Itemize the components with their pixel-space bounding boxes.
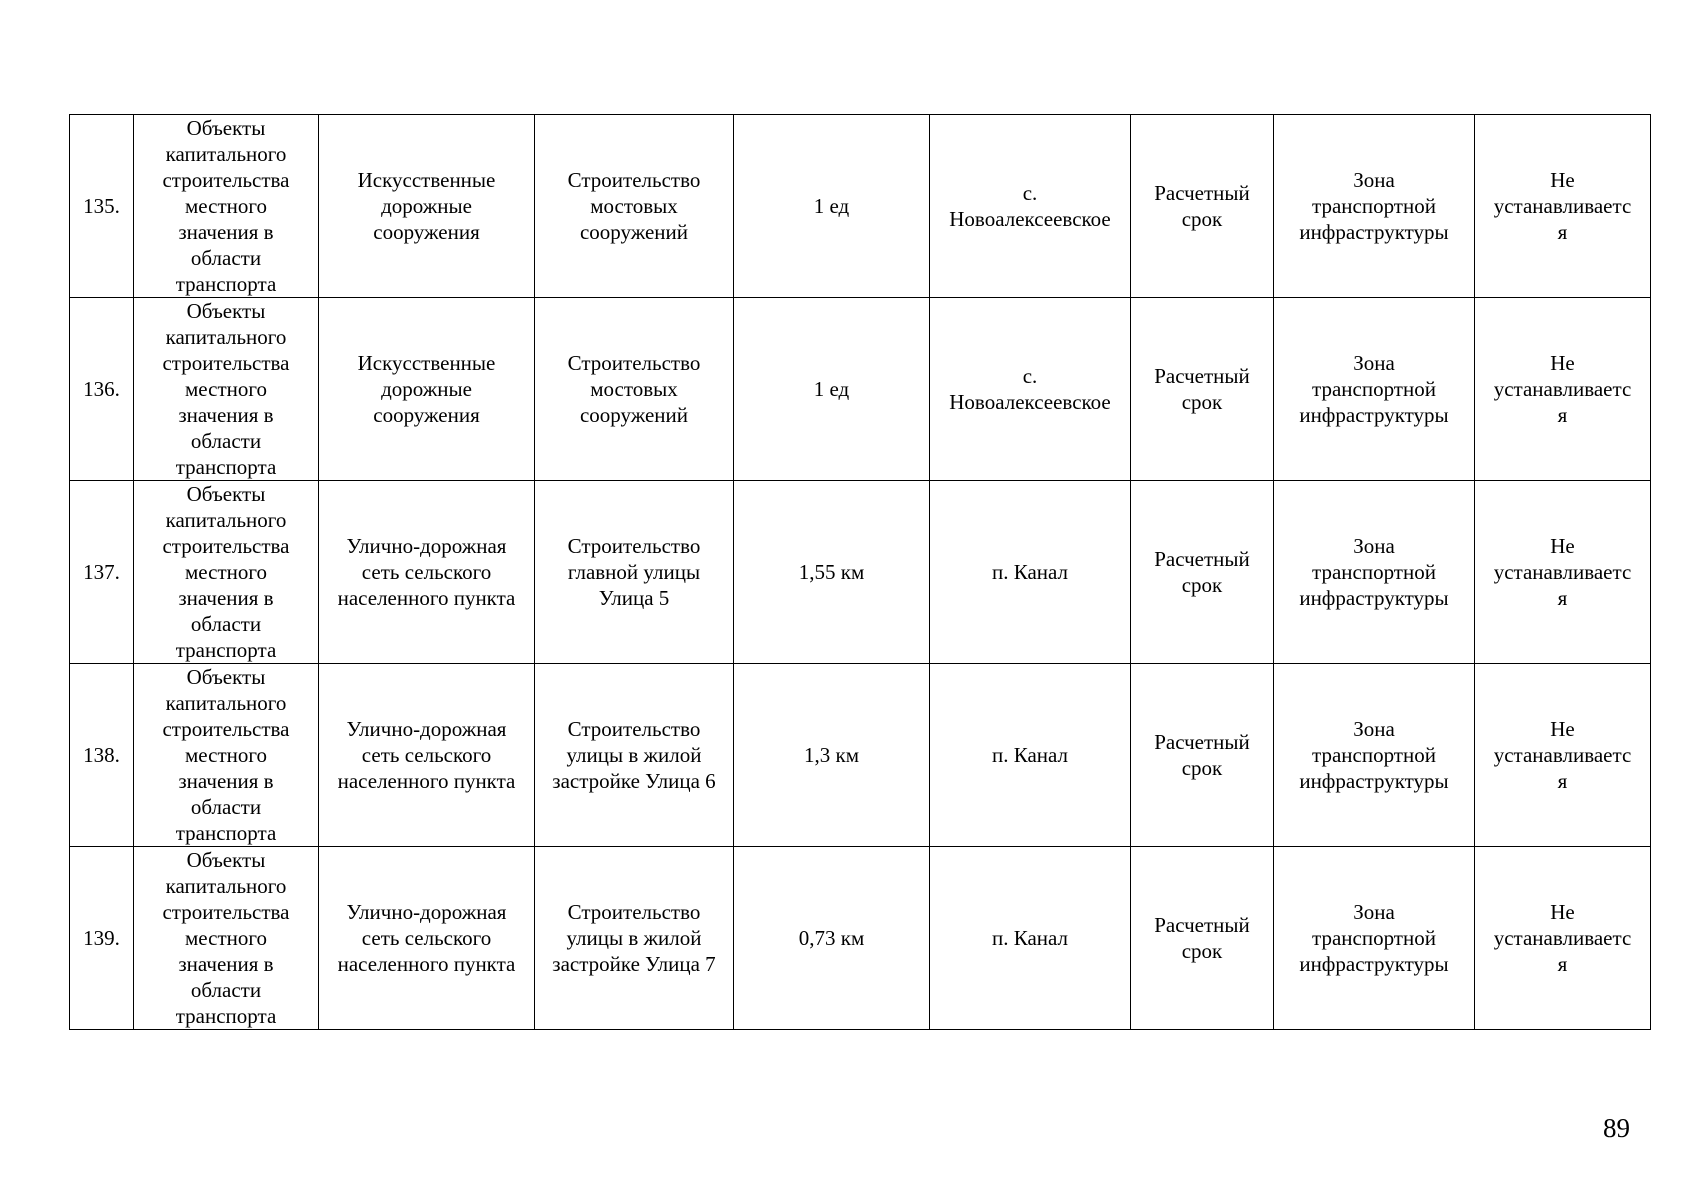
protection-zone: Не устанавливаетс я: [1493, 717, 1632, 793]
capacity: 0,73 км: [798, 926, 865, 950]
object-name-cell: [535, 115, 734, 298]
object-name: Строительство мостовых сооружений: [567, 351, 701, 427]
zone: Зона транспортной инфраструктуры: [1299, 717, 1449, 793]
object-type: Улично-дорожная сеть сельского населенного пункта: [337, 534, 516, 610]
object-type-cell: [319, 298, 535, 481]
zone-cell: [1274, 298, 1475, 481]
object-category: Объекты капитального строительства местного значения в области транспорта: [162, 848, 290, 1028]
row-number: 137.: [83, 560, 120, 584]
row-number-cell: [70, 847, 134, 1030]
location: п. Канал: [991, 560, 1068, 584]
term: Расчетный срок: [1154, 730, 1250, 780]
protection-cell: [1475, 847, 1651, 1030]
term: Расчетный срок: [1154, 181, 1250, 231]
object-type-cell: [319, 115, 535, 298]
row-number-cell: [70, 481, 134, 664]
row-number: 136.: [83, 377, 120, 401]
zone-cell: [1274, 847, 1475, 1030]
object-category-cell: [134, 481, 319, 664]
object-name-cell: [535, 664, 734, 847]
protection-cell: [1475, 664, 1651, 847]
zone-cell: [1274, 664, 1475, 847]
table-row: [70, 298, 1651, 481]
row-number-cell: [70, 664, 134, 847]
object-name: Строительство главной улицы Улица 5: [567, 534, 701, 610]
object-category-cell: [134, 664, 319, 847]
capacity-cell: [734, 664, 930, 847]
capacity: 1,55 км: [798, 560, 865, 584]
location-cell: [930, 847, 1131, 1030]
object-type-cell: [319, 664, 535, 847]
protection-cell: [1475, 298, 1651, 481]
capacity-cell: [734, 115, 930, 298]
location-cell: [930, 664, 1131, 847]
page-number: 89: [1603, 1113, 1630, 1143]
table-row: [70, 847, 1651, 1030]
location-cell: [930, 298, 1131, 481]
object-name-cell: [535, 481, 734, 664]
term-cell: [1131, 115, 1274, 298]
object-name: Строительство улицы в жилой застройке Улица 6: [552, 717, 716, 793]
term: Расчетный срок: [1154, 547, 1250, 597]
protection-zone: Не устанавливаетс я: [1493, 351, 1632, 427]
location-cell: [930, 481, 1131, 664]
object-category-cell: [134, 115, 319, 298]
zone-cell: [1274, 481, 1475, 664]
object-type: Улично-дорожная сеть сельского населенного пункта: [337, 717, 516, 793]
table-row: [70, 664, 1651, 847]
row-number: 138.: [83, 743, 120, 767]
term-cell: [1131, 664, 1274, 847]
location-cell: [930, 115, 1131, 298]
zone: Зона транспортной инфраструктуры: [1299, 900, 1449, 976]
capacity: 1,3 км: [804, 743, 859, 767]
capacity-cell: [734, 298, 930, 481]
capacity-cell: [734, 481, 930, 664]
row-number: 139.: [83, 926, 120, 950]
zone: Зона транспортной инфраструктуры: [1299, 168, 1449, 244]
zone-cell: [1274, 115, 1475, 298]
object-type: Искусственные дорожные сооружения: [357, 351, 496, 427]
table-row: [70, 481, 1651, 664]
object-name-cell: [535, 298, 734, 481]
location: с. Новоалексеевское: [949, 181, 1111, 231]
protection-zone: Не устанавливаетс я: [1493, 534, 1632, 610]
location: п. Канал: [991, 743, 1068, 767]
object-name: Строительство мостовых сооружений: [567, 168, 701, 244]
capacity: 1 ед: [813, 194, 850, 218]
objects-table: [69, 114, 1651, 1030]
term-cell: [1131, 847, 1274, 1030]
object-category-cell: [134, 847, 319, 1030]
object-category-cell: [134, 298, 319, 481]
location: п. Канал: [991, 926, 1068, 950]
object-category: Объекты капитального строительства местного значения в области транспорта: [162, 116, 290, 296]
table-row: [70, 115, 1651, 298]
location: с. Новоалексеевское: [949, 364, 1111, 414]
zone: Зона транспортной инфраструктуры: [1299, 351, 1449, 427]
capacity-cell: [734, 847, 930, 1030]
object-name-cell: [535, 847, 734, 1030]
row-number-cell: [70, 298, 134, 481]
object-type: Искусственные дорожные сооружения: [357, 168, 496, 244]
term: Расчетный срок: [1154, 364, 1250, 414]
term: Расчетный срок: [1154, 913, 1250, 963]
object-name: Строительство улицы в жилой застройке Улица 7: [552, 900, 716, 976]
capacity: 1 ед: [813, 377, 850, 401]
term-cell: [1131, 298, 1274, 481]
term-cell: [1131, 481, 1274, 664]
row-number: 135.: [83, 194, 120, 218]
object-category: Объекты капитального строительства местного значения в области транспорта: [162, 299, 290, 479]
protection-zone: Не устанавливаетс я: [1493, 900, 1632, 976]
zone: Зона транспортной инфраструктуры: [1299, 534, 1449, 610]
object-category: Объекты капитального строительства местного значения в области транспорта: [162, 665, 290, 845]
object-type: Улично-дорожная сеть сельского населенного пункта: [337, 900, 516, 976]
object-type-cell: [319, 847, 535, 1030]
protection-cell: [1475, 481, 1651, 664]
object-category: Объекты капитального строительства местного значения в области транспорта: [162, 482, 290, 662]
object-type-cell: [319, 481, 535, 664]
row-number-cell: [70, 115, 134, 298]
protection-cell: [1475, 115, 1651, 298]
protection-zone: Не устанавливаетс я: [1493, 168, 1632, 244]
